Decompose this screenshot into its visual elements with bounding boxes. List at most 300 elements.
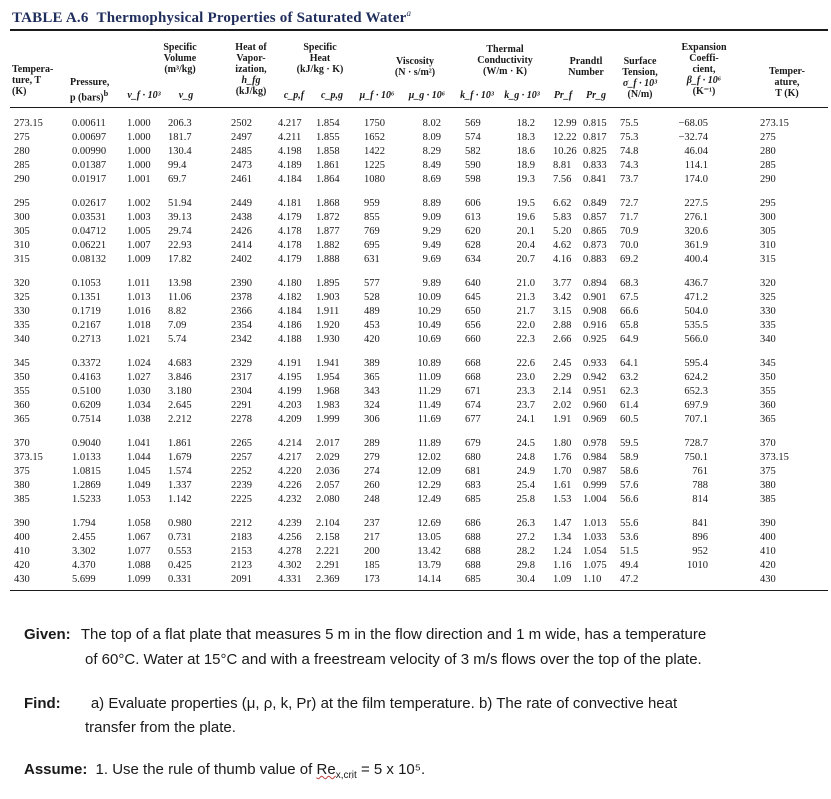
cell-pressure: 0.3372 xyxy=(72,358,101,369)
cell-surface-tension: 56.6 xyxy=(620,494,639,505)
cell-temperature-right: 410 xyxy=(760,546,776,557)
cell-prg: 1.004 xyxy=(583,494,607,505)
cell-surface-tension: 62.3 xyxy=(620,386,639,397)
cell-pressure: 0.5100 xyxy=(72,386,101,397)
table-row xyxy=(0,452,831,465)
cell-surface-tension: 72.7 xyxy=(620,198,639,209)
cell-cpg: 1.920 xyxy=(316,320,340,331)
cell-beta: 471.2 xyxy=(684,292,708,303)
cell-surface-tension: 67.5 xyxy=(620,292,639,303)
cell-kf: 680 xyxy=(465,452,481,463)
cell-cpf: 4.184 xyxy=(278,306,302,317)
cell-temperature: 325 xyxy=(14,292,30,303)
cell-muf: 217 xyxy=(364,532,380,543)
cell-temperature: 375 xyxy=(14,466,30,477)
cell-kf: 681 xyxy=(465,466,481,477)
cell-kg: 19.6 xyxy=(516,212,535,223)
table-row xyxy=(0,320,831,333)
cell-pressure: 0.7514 xyxy=(72,414,101,425)
cell-prg: 0.951 xyxy=(583,386,607,397)
cell-vg: 51.94 xyxy=(168,198,192,209)
cell-muf: 1080 xyxy=(364,174,385,185)
cell-vf: 1.034 xyxy=(127,400,151,411)
cell-temperature-right: 380 xyxy=(760,480,776,491)
cell-kf: 677 xyxy=(465,414,481,425)
cell-surface-tension: 58.6 xyxy=(620,466,639,477)
cell-kg: 24.9 xyxy=(516,466,535,477)
cell-cpf: 4.199 xyxy=(278,386,302,397)
cell-temperature-right: 385 xyxy=(760,494,776,505)
cell-vf: 1.027 xyxy=(127,372,151,383)
cell-beta: 624.2 xyxy=(684,372,708,383)
cell-cpg: 1.855 xyxy=(316,132,340,143)
cell-cpg: 2.221 xyxy=(316,546,340,557)
cell-cpf: 4.211 xyxy=(278,132,302,143)
cell-temperature: 373.15 xyxy=(14,452,43,463)
cell-mug: 13.79 xyxy=(417,560,441,571)
cell-cpf: 4.278 xyxy=(278,546,302,557)
cell-cpf: 4.232 xyxy=(278,494,302,505)
cell-kg: 25.4 xyxy=(516,480,535,491)
cell-vf: 1.077 xyxy=(127,546,151,557)
cell-vf: 1.024 xyxy=(127,358,151,369)
table-row xyxy=(0,358,831,371)
cell-hfg: 2390 xyxy=(231,278,252,289)
cell-mug: 12.09 xyxy=(417,466,441,477)
cell-hfg: 2366 xyxy=(231,306,252,317)
cell-temperature: 273.15 xyxy=(14,118,43,129)
table-bottom-rule xyxy=(10,590,828,591)
cell-hfg: 2438 xyxy=(231,212,252,223)
cell-pressure: 0.00611 xyxy=(72,118,106,129)
cell-beta: 761 xyxy=(692,466,708,477)
cell-prf: 2.66 xyxy=(553,334,572,345)
cell-pressure: 0.2713 xyxy=(72,334,101,345)
table-row xyxy=(0,240,831,253)
cell-prg: 1.033 xyxy=(583,532,607,543)
cell-kf: 606 xyxy=(465,198,481,209)
cell-pressure: 0.04712 xyxy=(72,226,107,237)
table-row xyxy=(0,174,831,187)
cell-prg: 0.817 xyxy=(583,132,607,143)
cell-pressure: 0.02617 xyxy=(72,198,107,209)
cell-hfg: 2502 xyxy=(231,118,252,129)
cell-beta: 320.6 xyxy=(684,226,708,237)
cell-kg: 27.2 xyxy=(516,532,535,543)
cell-cpg: 1.861 xyxy=(316,160,340,171)
cell-temperature-right: 370 xyxy=(760,438,776,449)
table-row xyxy=(0,532,831,545)
cell-vf: 1.000 xyxy=(127,160,151,171)
subheader-prf: Pr_f xyxy=(553,90,573,101)
cell-prg: 1.10 xyxy=(583,574,602,585)
cell-pressure: 3.302 xyxy=(72,546,96,557)
cell-muf: 365 xyxy=(364,372,380,383)
cell-mug: 8.09 xyxy=(422,132,441,143)
cell-kg: 20.7 xyxy=(516,254,535,265)
cell-mug: 13.42 xyxy=(417,546,441,557)
cell-cpg: 1.872 xyxy=(316,212,340,223)
cell-mug: 11.29 xyxy=(417,386,441,397)
cell-vf: 1.000 xyxy=(127,146,151,157)
cell-vg: 0.731 xyxy=(168,532,192,543)
cell-temperature-right: 365 xyxy=(760,414,776,425)
subheader-vg: v_g xyxy=(178,90,194,101)
cell-temperature-right: 295 xyxy=(760,198,776,209)
cell-mug: 9.89 xyxy=(422,278,441,289)
cell-temperature-right: 340 xyxy=(760,334,776,345)
cell-pressure: 0.06221 xyxy=(72,240,107,251)
cell-prg: 0.841 xyxy=(583,174,607,185)
cell-beta: 361.9 xyxy=(684,240,708,251)
cell-muf: 453 xyxy=(364,320,380,331)
cell-cpg: 2.080 xyxy=(316,494,340,505)
cell-temperature-right: 375 xyxy=(760,466,776,477)
cell-vf: 1.067 xyxy=(127,532,151,543)
cell-mug: 8.69 xyxy=(422,174,441,185)
cell-pressure: 0.4163 xyxy=(72,372,101,383)
cell-pressure: 0.01387 xyxy=(72,160,107,171)
cell-pressure: 0.2167 xyxy=(72,320,101,331)
cell-surface-tension: 75.3 xyxy=(620,132,639,143)
cell-surface-tension: 59.5 xyxy=(620,438,639,449)
cell-vg: 1.337 xyxy=(168,480,192,491)
subheader-kg: k_g · 10³ xyxy=(504,90,540,101)
cell-cpf: 4.186 xyxy=(278,320,302,331)
cell-vf: 1.001 xyxy=(127,174,151,185)
cell-cpf: 4.184 xyxy=(278,174,302,185)
cell-temperature: 370 xyxy=(14,438,30,449)
cell-mug: 11.09 xyxy=(417,372,441,383)
cell-muf: 695 xyxy=(364,240,380,251)
cell-beta: 1010 xyxy=(687,560,708,571)
cell-prf: 1.80 xyxy=(553,438,572,449)
cell-prf: 10.26 xyxy=(553,146,577,157)
cell-cpf: 4.182 xyxy=(278,292,302,303)
header-temperature-right: Temper- ature, T (K) xyxy=(769,66,805,99)
cell-temperature-right: 330 xyxy=(760,306,776,317)
cell-temperature-right: 320 xyxy=(760,278,776,289)
cell-kg: 18.2 xyxy=(516,118,535,129)
cell-pressure: 1.794 xyxy=(72,518,96,529)
cell-mug: 10.09 xyxy=(417,292,441,303)
cell-prf: 1.47 xyxy=(553,518,572,529)
subheader-cpg: c_p,g xyxy=(321,90,343,101)
cell-mug: 10.69 xyxy=(417,334,441,345)
find-text-2: transfer from the plate. xyxy=(85,719,236,736)
cell-prg: 0.933 xyxy=(583,358,607,369)
cell-surface-tension: 55.6 xyxy=(620,518,639,529)
cell-cpf: 4.191 xyxy=(278,358,302,369)
cell-hfg: 2414 xyxy=(231,240,252,251)
cell-kf: 574 xyxy=(465,132,481,143)
table-row xyxy=(0,278,831,291)
cell-temperature-right: 300 xyxy=(760,212,776,223)
cell-kf: 683 xyxy=(465,480,481,491)
cell-mug: 8.89 xyxy=(422,198,441,209)
cell-vf: 1.058 xyxy=(127,518,151,529)
table-header-rule xyxy=(10,107,828,108)
cell-cpg: 2.158 xyxy=(316,532,340,543)
cell-temperature-right: 310 xyxy=(760,240,776,251)
cell-beta: 566.0 xyxy=(684,334,708,345)
assume-prefix: 1. Use the rule of thumb value of xyxy=(95,761,313,778)
cell-cpg: 1.903 xyxy=(316,292,340,303)
cell-vf: 1.009 xyxy=(127,254,151,265)
cell-surface-tension: 53.6 xyxy=(620,532,639,543)
cell-vg: 0.425 xyxy=(168,560,192,571)
cell-prf: 1.24 xyxy=(553,546,572,557)
cell-vg: 2.645 xyxy=(168,400,192,411)
cell-temperature: 340 xyxy=(14,334,30,345)
cell-hfg: 2212 xyxy=(231,518,252,529)
cell-hfg: 2091 xyxy=(231,574,252,585)
cell-surface-tension: 49.4 xyxy=(620,560,639,571)
cell-kg: 25.8 xyxy=(516,494,535,505)
cell-cpg: 2.057 xyxy=(316,480,340,491)
cell-kf: 645 xyxy=(465,292,481,303)
cell-muf: 1225 xyxy=(364,160,385,171)
cell-surface-tension: 65.8 xyxy=(620,320,639,331)
cell-vf: 1.021 xyxy=(127,334,151,345)
table-row xyxy=(0,546,831,559)
given-text-2: of 60°C. Water at 15°C and with a freestream velocity of 3 m/s flows over the top of the plate. xyxy=(85,651,702,668)
cell-kg: 24.5 xyxy=(516,438,535,449)
cell-vg: 11.06 xyxy=(168,292,192,303)
cell-surface-tension: 74.8 xyxy=(620,146,639,157)
cell-cpg: 2.104 xyxy=(316,518,340,529)
cell-muf: 389 xyxy=(364,358,380,369)
cell-hfg: 2123 xyxy=(231,560,252,571)
cell-prg: 0.894 xyxy=(583,278,607,289)
cell-surface-tension: 63.2 xyxy=(620,372,639,383)
cell-mug: 14.14 xyxy=(417,574,441,585)
cell-prg: 0.815 xyxy=(583,118,607,129)
cell-prg: 1.075 xyxy=(583,560,607,571)
cell-temperature: 320 xyxy=(14,278,30,289)
cell-prg: 0.865 xyxy=(583,226,607,237)
cell-pressure: 0.03531 xyxy=(72,212,107,223)
cell-temperature-right: 335 xyxy=(760,320,776,331)
cell-kg: 24.8 xyxy=(516,452,535,463)
cell-temperature-right: 345 xyxy=(760,358,776,369)
cell-beta: 595.4 xyxy=(684,358,708,369)
table-row xyxy=(0,198,831,211)
cell-hfg: 2257 xyxy=(231,452,252,463)
cell-vg: 69.7 xyxy=(168,174,187,185)
cell-kf: 640 xyxy=(465,278,481,289)
reynolds-symbol: $Re_{x,crit}$ xyxy=(316,761,357,781)
table-row xyxy=(0,372,831,385)
cell-prg: 0.960 xyxy=(583,400,607,411)
cell-vf: 1.018 xyxy=(127,320,151,331)
cell-beta: 896 xyxy=(692,532,708,543)
cell-muf: 248 xyxy=(364,494,380,505)
table-row xyxy=(0,386,831,399)
cell-muf: 173 xyxy=(364,574,380,585)
cell-hfg: 2304 xyxy=(231,386,252,397)
header-specific-volume: Specific Volume (m³/kg) xyxy=(163,42,197,75)
cell-muf: 489 xyxy=(364,306,380,317)
table-row xyxy=(0,334,831,347)
cell-prf: 1.76 xyxy=(553,452,572,463)
cell-surface-tension: 69.2 xyxy=(620,254,639,265)
cell-temperature-right: 273.15 xyxy=(760,118,789,129)
cell-cpg: 2.029 xyxy=(316,452,340,463)
cell-kg: 22.3 xyxy=(516,334,535,345)
cell-kg: 23.7 xyxy=(516,400,535,411)
cell-cpf: 4.203 xyxy=(278,400,302,411)
table-row xyxy=(0,400,831,413)
cell-temperature: 280 xyxy=(14,146,30,157)
cell-cpg: 2.369 xyxy=(316,574,340,585)
cell-hfg: 2329 xyxy=(231,358,252,369)
cell-vf: 1.013 xyxy=(127,292,151,303)
cell-temperature-right: 285 xyxy=(760,160,776,171)
cell-prf: 1.70 xyxy=(553,466,572,477)
cell-kf: 620 xyxy=(465,226,481,237)
cell-muf: 577 xyxy=(364,278,380,289)
cell-kg: 21.0 xyxy=(516,278,535,289)
cell-kf: 688 xyxy=(465,560,481,571)
cell-prf: 6.62 xyxy=(553,198,572,209)
cell-beta: 535.5 xyxy=(684,320,708,331)
cell-surface-tension: 70.0 xyxy=(620,240,639,251)
find-line-1 xyxy=(24,692,824,716)
cell-prf: 4.16 xyxy=(553,254,572,265)
cell-kf: 668 xyxy=(465,358,481,369)
cell-surface-tension: 68.3 xyxy=(620,278,639,289)
cell-cpg: 1.930 xyxy=(316,334,340,345)
cell-cpg: 1.868 xyxy=(316,198,340,209)
cell-prf: 7.56 xyxy=(553,174,572,185)
cell-mug: 9.29 xyxy=(422,226,441,237)
cell-kf: 598 xyxy=(465,174,481,185)
cell-cpf: 4.179 xyxy=(278,212,302,223)
cell-prg: 0.883 xyxy=(583,254,607,265)
table-title-text: Thermophysical Properties of Saturated Water xyxy=(96,10,407,26)
cell-kg: 30.4 xyxy=(516,574,535,585)
cell-hfg: 2265 xyxy=(231,438,252,449)
subheader-mug: μ_g · 10⁶ xyxy=(408,90,446,101)
cell-beta: 814 xyxy=(692,494,708,505)
cell-vg: 1.861 xyxy=(168,438,192,449)
cell-cpg: 1.858 xyxy=(316,146,340,157)
cell-kg: 19.5 xyxy=(516,198,535,209)
cell-vg: 0.331 xyxy=(168,574,192,585)
cell-cpg: 1.888 xyxy=(316,254,340,265)
cell-kf: 590 xyxy=(465,160,481,171)
cell-temperature: 315 xyxy=(14,254,30,265)
cell-temperature: 310 xyxy=(14,240,30,251)
cell-temperature: 300 xyxy=(14,212,30,223)
cell-temperature: 285 xyxy=(14,160,30,171)
cell-beta: 728.7 xyxy=(684,438,708,449)
cell-surface-tension: 60.5 xyxy=(620,414,639,425)
cell-hfg: 2485 xyxy=(231,146,252,157)
cell-kg: 24.1 xyxy=(516,414,535,425)
cell-kf: 656 xyxy=(465,320,481,331)
cell-mug: 10.89 xyxy=(417,358,441,369)
assume-line xyxy=(24,758,824,788)
table-row xyxy=(0,146,831,159)
cell-temperature: 360 xyxy=(14,400,30,411)
subheader-kf: k_f · 10³ xyxy=(460,90,494,101)
cell-vg: 29.74 xyxy=(168,226,192,237)
table-row xyxy=(0,438,831,451)
cell-prf: 3.15 xyxy=(553,306,572,317)
cell-temperature: 295 xyxy=(14,198,30,209)
cell-kf: 686 xyxy=(465,518,481,529)
cell-cpg: 1.895 xyxy=(316,278,340,289)
cell-mug: 8.29 xyxy=(422,146,441,157)
cell-cpf: 4.188 xyxy=(278,334,302,345)
cell-pressure: 1.0133 xyxy=(72,452,101,463)
cell-cpg: 1.911 xyxy=(316,306,340,317)
table-row xyxy=(0,292,831,305)
header-thermal-conductivity: Thermal Conductivity (W/m · K) xyxy=(477,44,533,77)
cell-temperature: 365 xyxy=(14,414,30,425)
cell-prf: 12.99 xyxy=(553,118,577,129)
cell-kf: 634 xyxy=(465,254,481,265)
cell-prg: 0.849 xyxy=(583,198,607,209)
cell-hfg: 2342 xyxy=(231,334,252,345)
cell-hfg: 2461 xyxy=(231,174,252,185)
cell-kg: 26.3 xyxy=(516,518,535,529)
table-row xyxy=(0,306,831,319)
cell-mug: 10.49 xyxy=(417,320,441,331)
cell-kf: 668 xyxy=(465,372,481,383)
cell-cpf: 4.302 xyxy=(278,560,302,571)
cell-cpg: 1.864 xyxy=(316,174,340,185)
table-row xyxy=(0,118,831,131)
cell-temperature-right: 275 xyxy=(760,132,776,143)
cell-kf: 650 xyxy=(465,306,481,317)
cell-hfg: 2317 xyxy=(231,372,252,383)
cell-vf: 1.011 xyxy=(127,278,151,289)
cell-cpf: 4.214 xyxy=(278,438,302,449)
cell-beta: 276.1 xyxy=(684,212,708,223)
cell-prf: 12.22 xyxy=(553,132,577,143)
cell-kg: 21.7 xyxy=(516,306,535,317)
cell-vf: 1.016 xyxy=(127,306,151,317)
cell-vg: 206.3 xyxy=(168,118,192,129)
cell-prg: 0.916 xyxy=(583,320,607,331)
cell-prg: 0.987 xyxy=(583,466,607,477)
cell-vf: 1.038 xyxy=(127,414,151,425)
cell-prf: 2.88 xyxy=(553,320,572,331)
cell-pressure: 0.6209 xyxy=(72,400,101,411)
cell-temperature-right: 390 xyxy=(760,518,776,529)
header-pressure: Pressure, p (bars)$^b$ xyxy=(70,77,110,104)
cell-cpg: 2.036 xyxy=(316,466,340,477)
cell-prf: 1.53 xyxy=(553,494,572,505)
cell-kg: 21.3 xyxy=(516,292,535,303)
table-number: TABLE A.6 xyxy=(12,10,89,26)
cell-temperature: 420 xyxy=(14,560,30,571)
cell-vf: 1.030 xyxy=(127,386,151,397)
cell-mug: 12.29 xyxy=(417,480,441,491)
cell-cpg: 1.877 xyxy=(316,226,340,237)
table-top-rule xyxy=(10,29,828,31)
cell-kf: 628 xyxy=(465,240,481,251)
cell-cpg: 1.968 xyxy=(316,386,340,397)
cell-surface-tension: 73.7 xyxy=(620,174,639,185)
cell-cpg: 1.954 xyxy=(316,372,340,383)
cell-cpf: 4.180 xyxy=(278,278,302,289)
cell-pressure: 0.1351 xyxy=(72,292,101,303)
cell-vg: 39.13 xyxy=(168,212,192,223)
